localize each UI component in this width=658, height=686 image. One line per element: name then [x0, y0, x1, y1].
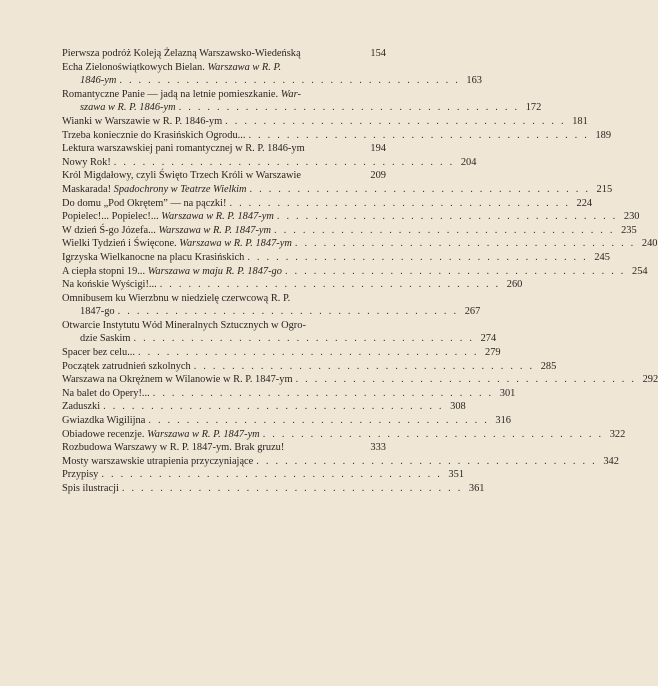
dot-leader: . . . . . . . . . . . . . . . . . . . . . . . . . . . . . . . . . . . . — [117, 306, 459, 318]
toc-page-number: 154 — [370, 48, 386, 59]
toc-title-segment: Wianki w Warszawie w R. P. 1846-ym — [62, 115, 223, 127]
toc-title-segment: Warszawa na Okrężnem w Wilanowie w R. P. 1847-ym — [62, 374, 293, 386]
toc-entry-line — [62, 101, 542, 115]
toc-entry-title — [62, 183, 247, 197]
toc-page-number: 316 — [495, 415, 511, 427]
dot-leader: . . . . . . . . . . . . . . . . . . . . . . . . . . . . . . . . . . . . — [274, 224, 615, 236]
toc-entry-line — [62, 468, 465, 482]
toc-page-number: 172 — [525, 102, 542, 114]
toc-entry-line — [62, 373, 658, 387]
toc-title-segment: Przypisy — [62, 469, 99, 481]
toc-entry-title — [62, 61, 281, 75]
toc-entry-line — [62, 251, 610, 265]
toc-page-number: 279 — [485, 347, 501, 359]
toc-entry-line — [62, 88, 386, 102]
toc-entry — [62, 346, 501, 360]
toc-page-number: 209 — [370, 170, 386, 182]
toc-entry-line — [62, 414, 511, 428]
toc-title-segment: Warszawa w R. P. 1847-ym — [161, 211, 274, 223]
toc-title-segment: 1847-go — [80, 306, 115, 318]
toc-entry — [62, 278, 523, 292]
toc-title-segment: Warszawa w R. P. — [207, 61, 282, 73]
toc-entry-title — [62, 387, 150, 401]
toc-title-segment: Początek zatrudnień szkolnych — [62, 360, 191, 372]
toc-entry — [62, 373, 658, 387]
toc-entry-line — [62, 61, 386, 75]
toc-entry — [62, 414, 511, 428]
toc-entry-line — [62, 387, 516, 401]
toc-title-segment: Lektura warszawskiej pani romantycznej w R. P. 1846-ym — [62, 143, 305, 155]
toc-entry-line — [62, 265, 648, 279]
toc-title-segment: Spadochrony w Teatrze Wielkim — [113, 183, 247, 195]
toc-title-segment: Popielec!... Popielec!... — [62, 211, 162, 223]
toc-entry-line — [62, 129, 612, 143]
toc-title-segment: dzie Saskim — [80, 333, 131, 345]
toc-title-segment: Echa Zielonoświątkowych Bielan. — [62, 61, 208, 73]
toc-entry-line — [62, 74, 482, 88]
toc-entry-title — [62, 482, 119, 496]
toc-entry — [62, 482, 485, 496]
toc-entry — [62, 455, 619, 469]
toc-entry-line — [62, 482, 485, 496]
toc-entry-title — [80, 305, 115, 319]
toc-entry — [62, 210, 640, 224]
toc-title-segment: Warszawa w maju R. P. 1847-go — [147, 265, 282, 277]
toc-entry-line — [62, 224, 637, 238]
toc-entry-line — [62, 47, 386, 61]
toc-entry-title — [62, 428, 260, 442]
dot-leader: . . . . . . . . . . . . . . . . . . . . . . . . . . . . . . . . . . . . — [178, 102, 520, 114]
toc-entry-line — [62, 197, 593, 211]
toc-page-number: 163 — [466, 75, 482, 87]
toc-entry-line — [62, 237, 658, 251]
toc-title-segment: Na balet do Opery!... — [62, 387, 150, 399]
toc-title-segment: Gwiazdka Wigilijna — [62, 415, 146, 427]
toc-entry — [62, 88, 542, 115]
toc-page-number: 204 — [460, 156, 477, 168]
toc-entry-title — [62, 129, 245, 143]
dot-leader: . . . . . . . . . . . . . . . . . . . . . . . . . . . . . . . . . . . . — [103, 401, 444, 413]
toc-title-segment: Warszawa w R. P. 1847-ym — [179, 238, 292, 250]
toc-entry-line — [62, 360, 557, 374]
toc-title-segment: szawa w R. P. 1846-ym — [80, 102, 176, 114]
dot-leader: . . . . . . . . . . . . . . . . . . . . . . . . . . . . . . . . . . . . — [152, 387, 494, 399]
toc-title-segment: Romantyczne Panie — jadą na letnie pomieszkanie. — [62, 88, 281, 100]
dot-leader: . . . . . . . . . . . . . . . . . . . . . . . . . . . . . . . . . . . . — [262, 428, 604, 440]
toc-entry — [62, 387, 516, 401]
toc-entry — [62, 115, 588, 129]
toc-page-number: 194 — [370, 143, 386, 155]
dot-leader: . . . . . . . . . . . . . . . . . . . . . . . . . . . . . . . . . . . . — [229, 197, 571, 209]
toc-entry — [62, 142, 386, 156]
toc-entry-title — [62, 278, 157, 292]
toc-entry — [62, 47, 386, 61]
toc-title-segment: Otwarcie Instytutu Wód Mineralnych Sztucznych w Ogro- — [62, 319, 306, 331]
toc-entry-title — [62, 468, 98, 482]
toc-entry — [62, 251, 610, 265]
toc-entry — [62, 156, 477, 170]
toc-entry-title — [62, 115, 222, 129]
toc-entry-title — [62, 360, 191, 374]
toc-entry — [62, 237, 658, 251]
toc-title-segment: Warszawa w R. P. 1847-ym — [147, 428, 260, 440]
toc-title-segment: Omnibusem ku Wierzbnu w niedzielę czerwcową R. P. — [62, 292, 291, 304]
toc-entry-title — [62, 251, 244, 265]
toc-title-segment: Maskarada! — [62, 183, 114, 195]
toc-page-number: 181 — [572, 115, 588, 127]
toc-entry-title — [62, 47, 301, 61]
toc-entry-line — [62, 156, 477, 170]
dot-leader: . . . . . . . . . . . . . . . . . . . . . . . . . . . . . . . . . . . . — [159, 279, 501, 291]
toc-page-number: 230 — [623, 211, 640, 223]
toc-title-segment: Zaduszki — [62, 401, 101, 413]
dot-leader: . . . . . . . . . . . . . . . . . . . . . . . . . . . . . . . . . . . . — [101, 469, 443, 481]
toc-entry-line — [62, 142, 386, 156]
toc-entry-title — [62, 237, 292, 251]
dot-leader: . . . . . . . . . . . . . . . . . . . . . . . . . . . . . . . . . . . . — [133, 333, 475, 345]
toc-page-number: 308 — [450, 401, 466, 413]
dot-leader: . . . . . . . . . . . . . . . . . . . . . . . . . . . . . . . . . . . . — [148, 415, 489, 427]
toc-title-segment: War- — [280, 88, 301, 100]
toc-page-number: 361 — [468, 483, 485, 494]
toc-entry-line — [62, 455, 619, 469]
dot-leader: . . . . . . . . . . . . . . . . . . . . . . . . . . . . . . . . . . . . — [113, 156, 455, 168]
toc-title-segment: Rozbudowa Warszawy w R. P. 1847-ym. Brak gruzu! — [62, 442, 285, 454]
toc-page-number: 351 — [448, 469, 465, 481]
dot-leader: . . . . . . . . . . . . . . . . . . . . . . . . . . . . . . . . . . . . — [121, 483, 463, 494]
toc-entry-line — [62, 169, 386, 183]
toc-title-segment: Wielki Tydzień i Święcone. — [62, 238, 180, 250]
toc-entry — [62, 197, 593, 211]
toc-entry — [62, 292, 481, 319]
toc-page-number: 235 — [621, 224, 637, 236]
toc-page-number: 189 — [595, 129, 612, 141]
toc-title-segment: Spis ilustracji — [62, 483, 119, 494]
toc-page-number: 285 — [540, 360, 557, 372]
toc-title-segment: Warszawa w R. P. 1847-ym — [158, 224, 272, 236]
toc-entry — [62, 129, 612, 143]
toc-entry-title — [62, 346, 135, 360]
toc-entry — [62, 183, 613, 197]
toc-entry-title — [62, 224, 271, 238]
dot-leader: . . . . . . . . . . . . . . . . . . . . . . . . . . . . . . . . . . . . — [137, 347, 479, 359]
toc-title-segment: Na końskie Wyścigi!... — [62, 279, 157, 291]
toc-entry-line — [62, 319, 386, 333]
toc-entry-title — [62, 197, 226, 211]
toc-entry-line — [62, 278, 523, 292]
toc-entry-line — [62, 400, 466, 414]
toc-entry-line — [62, 115, 588, 129]
dot-leader: . . . . . . . . . . . . . . . . . . . . . . . . . . . . . . . . . . . . — [294, 238, 636, 250]
toc-entry — [62, 428, 626, 442]
toc-entry-line — [62, 210, 640, 224]
toc-page-number: 260 — [506, 279, 523, 291]
toc-entry — [62, 468, 465, 482]
toc-entry-title — [62, 414, 145, 428]
toc-title-segment: A ciepła stopni 19... — [62, 265, 148, 277]
toc-title-segment: 1846-ym — [80, 75, 117, 87]
toc-entry-title — [62, 455, 253, 469]
toc-entry-line — [62, 441, 386, 455]
toc-title-segment: Nowy Rok! — [62, 156, 111, 168]
toc-title-segment: Obiadowe recenzje. — [62, 428, 148, 440]
toc-entry-title — [80, 101, 176, 115]
dot-leader: . . . . . . . . . . . . . . . . . . . . . . . . . . . . . . . . . . . . — [247, 251, 588, 263]
toc-title-segment: Spacer bez celu... — [62, 347, 135, 359]
toc-page-number: 240 — [641, 238, 658, 250]
dot-leader: . . . . . . . . . . . . . . . . . . . . . . . . . . . . . . . . . . . . — [248, 129, 590, 141]
toc-page-number: 245 — [594, 251, 610, 263]
toc-entry — [62, 224, 637, 238]
toc-entry-title — [62, 292, 290, 306]
toc-entry-line — [62, 428, 626, 442]
toc-entry-title — [62, 400, 100, 414]
toc-entry — [62, 169, 386, 183]
toc-page-number: 267 — [464, 306, 481, 318]
toc-title-segment: Trzeba koniecznie do Krasińskich Ogrodu... — [62, 129, 246, 141]
toc-entry-title — [80, 332, 131, 346]
toc-page-number: 333 — [370, 442, 386, 454]
toc-title-segment: W dzień Ś-go Józefa... — [62, 224, 159, 236]
toc-entry-line — [62, 183, 613, 197]
toc-title-segment: Pierwsza podróż Koleją Żelazną Warszawsko-Wiedeńską — [62, 48, 301, 59]
toc-entry — [62, 400, 466, 414]
toc-page-number: 322 — [609, 428, 626, 440]
toc-entry-title — [62, 169, 301, 183]
toc-page-number: 254 — [632, 265, 648, 277]
toc-title-segment: Mosty warszawskie utrapienia przyczyniające — [62, 455, 254, 467]
toc-entry-title — [80, 74, 116, 88]
dot-leader: . . . . . . . . . . . . . . . . . . . . . . . . . . . . . . . . . . . . — [119, 75, 460, 87]
toc-entry — [62, 61, 482, 88]
toc-entry-title — [62, 373, 293, 387]
toc-entry-title — [62, 156, 111, 170]
toc-page-number: 224 — [576, 197, 593, 209]
toc-title-segment: Igrzyska Wielkanocne na placu Krasińskich — [62, 251, 245, 263]
toc-entry-title — [62, 441, 284, 455]
toc-entry-title — [62, 265, 282, 279]
dot-leader: . . . . . . . . . . . . . . . . . . . . . . . . . . . . . . . . . . . . — [256, 455, 597, 467]
dot-leader: . . . . . . . . . . . . . . . . . . . . . . . . . . . . . . . . . . . . — [225, 115, 566, 127]
toc-page-number: 301 — [499, 387, 516, 399]
toc-entry — [62, 265, 648, 279]
toc-page-number: 215 — [596, 183, 613, 195]
table-of-contents — [62, 47, 658, 496]
toc-entry-title — [62, 319, 306, 333]
dot-leader: . . . . . . . . . . . . . . . . . . . . . . . . . . . . . . . . . . . . — [284, 265, 626, 277]
toc-entry — [62, 319, 497, 346]
toc-entry-line — [62, 292, 386, 306]
toc-entry-title — [62, 88, 301, 102]
toc-entry-title — [62, 142, 305, 156]
toc-title-segment: Król Migdałowy, czyli Święto Trzech Króli w Warszawie — [62, 170, 301, 182]
dot-leader: . . . . . . . . . . . . . . . . . . . . . . . . . . . . . . . . . . . . — [295, 374, 637, 386]
toc-entry — [62, 441, 386, 455]
dot-leader: . . . . . . . . . . . . . . . . . . . . . . . . . . . . . . . . . . . . — [193, 360, 535, 372]
toc-entry-title — [62, 210, 274, 224]
toc-entry-line — [62, 346, 501, 360]
toc-title-segment: Do domu „Pod Okrętem” — na pączki! — [62, 197, 227, 209]
dot-leader: . . . . . . . . . . . . . . . . . . . . . . . . . . . . . . . . . . . . — [249, 183, 591, 195]
toc-page-number: 342 — [603, 455, 619, 467]
toc-page-number: 292 — [642, 374, 658, 386]
toc-page-number: 274 — [480, 333, 497, 345]
toc-entry — [62, 360, 557, 374]
toc-entry-line — [62, 332, 497, 346]
dot-leader: . . . . . . . . . . . . . . . . . . . . . . . . . . . . . . . . . . . . — [276, 211, 618, 223]
toc-entry-line — [62, 305, 481, 319]
